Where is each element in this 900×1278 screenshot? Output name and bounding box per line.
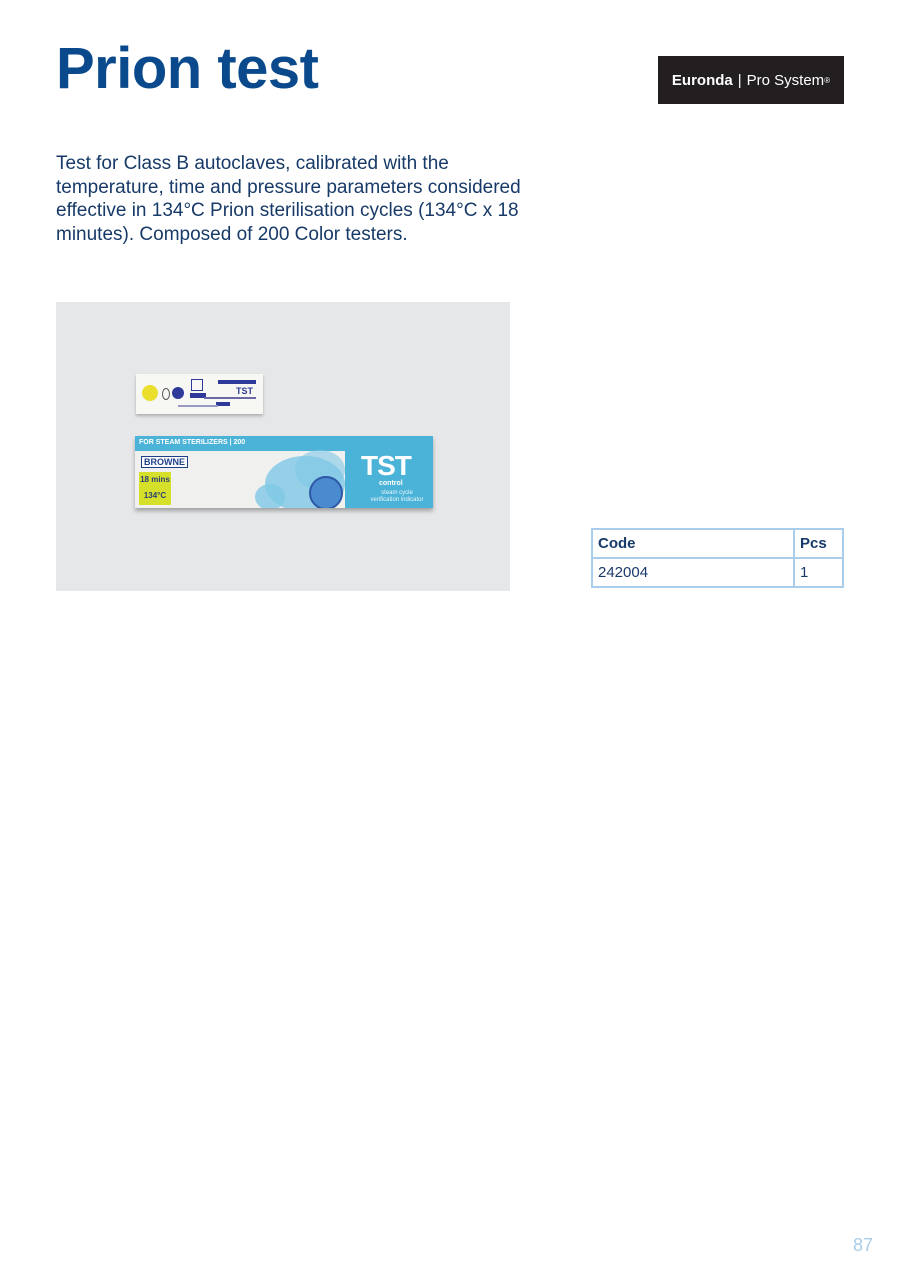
product-box: [135, 436, 433, 508]
product-code-table: [591, 528, 844, 588]
indicator-strip: TST: [136, 374, 263, 414]
table-header-row: [592, 529, 843, 558]
page-number: 87: [853, 1235, 874, 1255]
brand-logo: [658, 56, 844, 104]
pcs-cell: 1: [794, 558, 843, 587]
box-temp: 134°C: [143, 491, 167, 500]
box-top-text: FOR STEAM STERILIZERS | 200: [139, 439, 246, 446]
page-title: Prion test: [56, 36, 319, 101]
product-description: Test for Class B autoclaves, calibrated with the temperature, time and pressure parameters considered effective in 134°C Prion sterilisation cycles (134°C x 18 minutes). Composed of 200 Color testers.: [56, 153, 521, 245]
column-header-code: Code: [592, 529, 794, 558]
code-cell: 242004: [592, 558, 794, 587]
box-cycle-label: [139, 472, 171, 505]
box-brand: BROWNE: [141, 456, 188, 468]
box-logo: TST: [361, 450, 411, 481]
table-row: [592, 558, 843, 587]
product-image: [56, 302, 510, 591]
brand-separator: |: [737, 71, 742, 89]
box-caption: steam cycle verification indicator: [370, 490, 424, 503]
registered-mark: ®: [824, 75, 831, 85]
box-subtitle: control: [379, 480, 403, 487]
box-time: 18 mins: [140, 475, 170, 484]
brand-name: Euronda: [671, 71, 733, 89]
column-header-pcs: Pcs: [794, 529, 843, 558]
brand-product-line: Pro System: [746, 71, 825, 89]
